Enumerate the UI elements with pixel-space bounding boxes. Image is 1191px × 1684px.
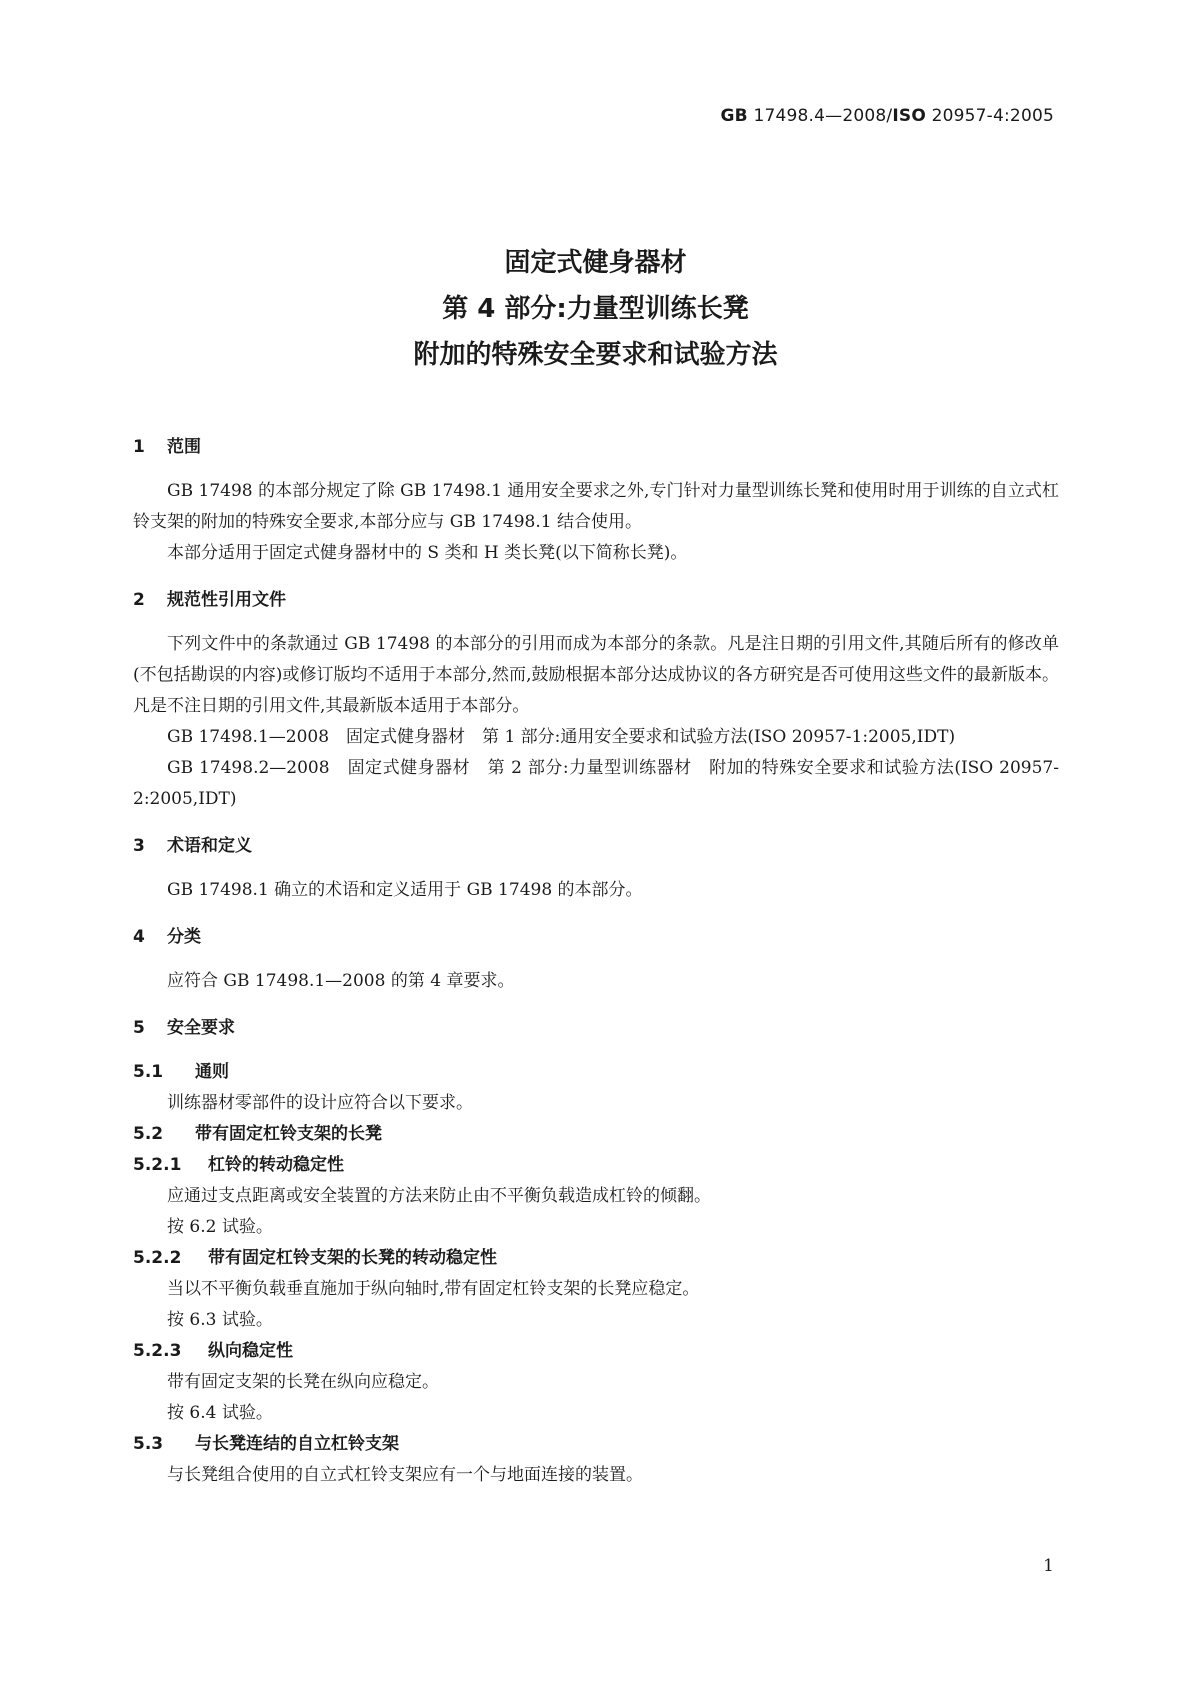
section-2-paragraph-1: 下列文件中的条款通过 GB 17498 的本部分的引用而成为本部分的条款。凡是注日期的引用文件,其随后所有的修改单(不包括勘误的内容)或修订版均不适用于本部分,然而,鼓励根据本部分达成协议的各方研究是否可使用这些文件的最新版本。凡是不注日期的引用文件,其最新版本适用于本部分。 xyxy=(133,634,1059,716)
clause-5-2-3-text: 带有固定支架的长凳在纵向应稳定。 xyxy=(167,1372,439,1392)
standard-number-header xyxy=(721,106,1054,126)
clause-5-2-2-text: 当以不平衡负载垂直施加于纵向轴时,带有固定杠铃支架的长凳应稳定。 xyxy=(167,1279,700,1299)
section-number: 3 xyxy=(133,836,145,856)
clause-5-2-3-test-ref: 按 6.4 试验。 xyxy=(167,1403,273,1423)
clause-5-2-1-test-ref: 按 6.2 试验。 xyxy=(167,1217,273,1237)
section-2-heading xyxy=(133,585,1059,615)
section-1-paragraph-2: 本部分适用于固定式健身器材中的 S 类和 H 类长凳(以下简称长凳)。 xyxy=(167,543,688,563)
clause-5-2-1-heading xyxy=(133,1150,1059,1181)
clause-title: 带有固定杠铃支架的长凳的转动稳定性 xyxy=(208,1248,497,1268)
header-gb-prefix: GB xyxy=(720,106,748,126)
clause-number: 5.1 xyxy=(133,1062,164,1082)
header-iso-num: 20957-4:2005 xyxy=(925,106,1054,126)
section-title: 安全要求 xyxy=(167,1018,235,1038)
section-1-paragraph-1: GB 17498 的本部分规定了除 GB 17498.1 通用安全要求之外,专门针对力量型训练长凳和使用时用于训练的自立式杠铃支架的附加的特殊安全要求,本部分应与 GB 17498.1 结合使用。 xyxy=(133,481,1059,532)
clause-5-2-heading xyxy=(133,1119,1059,1150)
reference-1: GB 17498.1—2008 固定式健身器材 第 1 部分:通用安全要求和试验方法(ISO 20957-1:2005,IDT) xyxy=(167,727,956,747)
clause-title: 杠铃的转动稳定性 xyxy=(208,1155,344,1175)
title-line-3: 附加的特殊安全要求和试验方法 xyxy=(413,340,778,370)
section-number: 4 xyxy=(133,927,145,947)
section-1-heading xyxy=(133,432,1059,462)
clause-5-2-2-test-ref: 按 6.3 试验。 xyxy=(167,1310,273,1330)
section-4-heading xyxy=(133,922,1059,952)
clause-5-3-text: 与长凳组合使用的自立式杠铃支架应有一个与地面连接的装置。 xyxy=(167,1465,643,1485)
clause-number: 5.3 xyxy=(133,1434,164,1454)
header-std-num: 17498.4—2008/ xyxy=(747,106,893,126)
clause-number: 5.2.2 xyxy=(133,1248,182,1268)
reference-2: GB 17498.2—2008 固定式健身器材 第 2 部分:力量型训练器材 附加的特殊安全要求和试验方法(ISO 20957-2:2005,IDT) xyxy=(133,758,1059,809)
document-title xyxy=(0,240,1191,378)
clause-title: 通则 xyxy=(195,1062,229,1082)
section-3-paragraph-1: GB 17498.1 确立的术语和定义适用于 GB 17498 的本部分。 xyxy=(167,880,643,900)
section-title: 范围 xyxy=(167,437,201,457)
section-4-paragraph-1: 应符合 GB 17498.1—2008 的第 4 章要求。 xyxy=(167,971,515,991)
clause-5-1-text: 训练器材零部件的设计应符合以下要求。 xyxy=(167,1093,473,1113)
section-title: 术语和定义 xyxy=(167,836,252,856)
section-number: 2 xyxy=(133,590,145,610)
clause-title: 纵向稳定性 xyxy=(208,1341,293,1361)
clause-5-1-heading xyxy=(133,1057,1059,1088)
clause-5-2-2-heading xyxy=(133,1243,1059,1274)
clause-number: 5.2.3 xyxy=(133,1341,182,1361)
document-body xyxy=(133,432,1059,1491)
clause-title: 与长凳连结的自立杠铃支架 xyxy=(195,1434,399,1454)
section-3-heading xyxy=(133,831,1059,861)
section-number: 1 xyxy=(133,437,145,457)
section-title: 规范性引用文件 xyxy=(167,590,286,610)
section-number: 5 xyxy=(133,1018,145,1038)
page-number: 1 xyxy=(1043,1556,1054,1576)
section-5-heading xyxy=(133,1013,1059,1043)
header-iso-prefix: ISO xyxy=(892,106,926,126)
title-line-2: 第 4 部分:力量型训练长凳 xyxy=(442,294,749,324)
section-title: 分类 xyxy=(167,927,201,947)
clause-5-2-3-heading xyxy=(133,1336,1059,1367)
clause-number: 5.2.1 xyxy=(133,1155,182,1175)
title-line-1: 固定式健身器材 xyxy=(504,248,687,278)
clause-title: 带有固定杠铃支架的长凳 xyxy=(195,1124,382,1144)
clause-5-2-1-text: 应通过支点距离或安全装置的方法来防止由不平衡负载造成杠铃的倾翻。 xyxy=(167,1186,711,1206)
clause-5-3-heading xyxy=(133,1429,1059,1460)
clause-number: 5.2 xyxy=(133,1124,164,1144)
